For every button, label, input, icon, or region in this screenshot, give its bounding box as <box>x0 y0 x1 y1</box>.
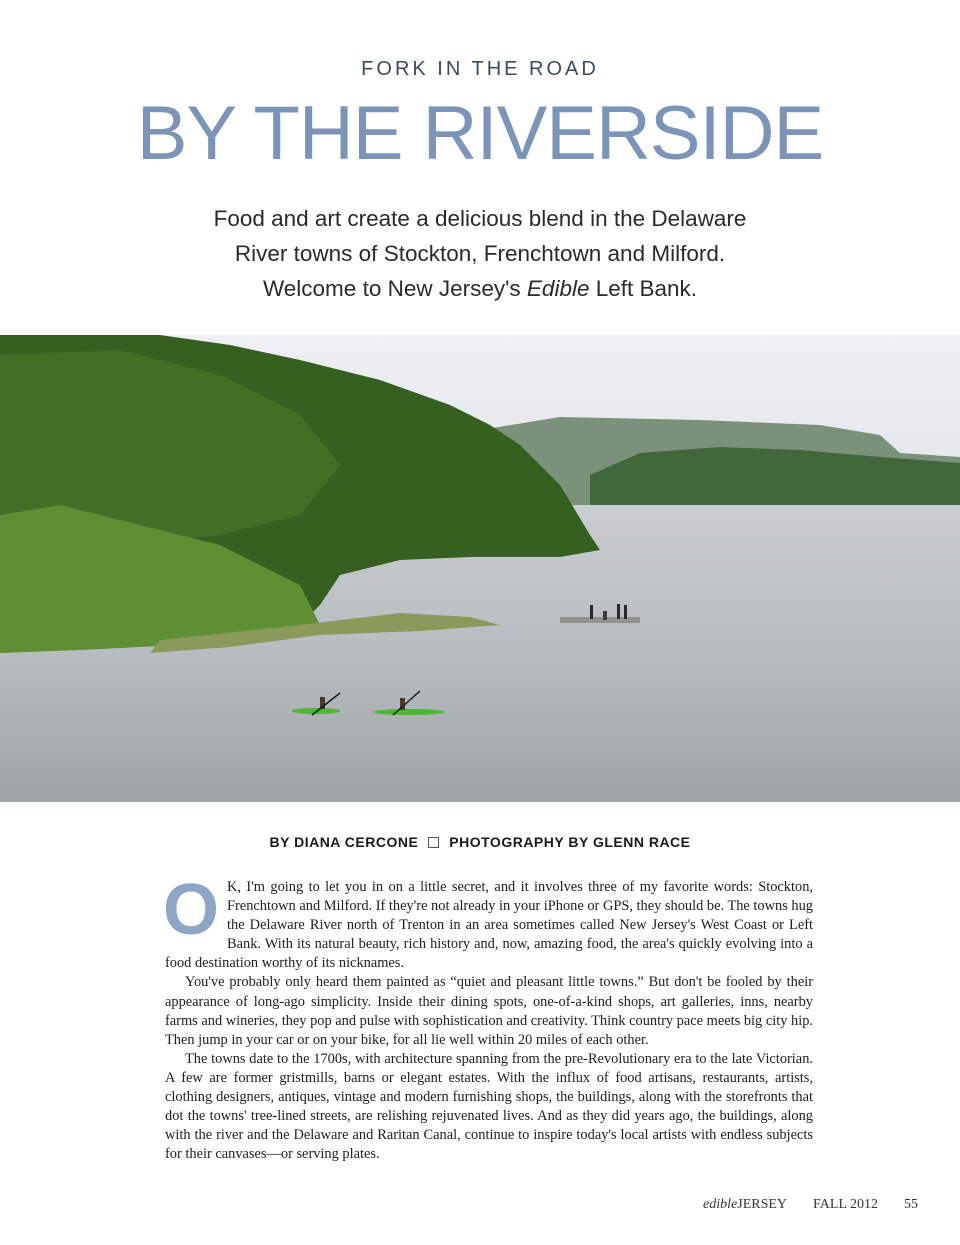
photographer-credit: PHOTOGRAPHY BY GLENN RACE <box>449 834 691 850</box>
dek-edible-em: Edible <box>526 276 590 301</box>
paragraph-1-text: K, I'm going to let you in on a little secret, and it involves three of my favorite words: Stockton, Frenchtown and Milford. If they're not already in your iPhone or GPS, they should be. The towns hug the Delaware River north of Trenton in an area sometimes called New Jersey's West Coast or Left Bank. With its natural beauty, rich history and, now, amazing food, the area's quickly evolving into a food destination worthy of its nicknames. <box>165 879 813 972</box>
footer-brand-italic: edible <box>703 1197 738 1212</box>
body-paragraph-2: You've probably only heard them painted as “quiet and pleasant little towns.” But don't be fooled by their appearance of long-ago simplicity. Inside their dining spots, one-of-a-kind shops, art galleries, inns, nearby farms and wineries, they pop and pulse with sophistication and creativity. Think country pace meets big city hip. Then jump in your car or on your bike, for all lie well within 20 miles of each other. <box>165 974 813 1048</box>
dek-line-1: Food and art create a delicious blend in the Delaware <box>213 206 747 231</box>
dek-line-3-post: Left Bank. <box>589 276 698 301</box>
page-number: 55 <box>904 1197 918 1212</box>
footer-issue: FALL 2012 <box>813 1197 878 1212</box>
river-photo <box>0 335 960 802</box>
footer-brand: JERSEY <box>737 1197 788 1212</box>
dek-line-3 <box>120 271 840 306</box>
author-credit: BY DIANA CERCONE <box>269 834 419 850</box>
article-headline: BY THE RIVERSIDE <box>136 91 824 176</box>
body-paragraph-1 <box>163 870 813 973</box>
dek-line-2: River towns of Stockton, Frenchtown and Milford. <box>234 241 726 266</box>
page-footer <box>703 1197 918 1213</box>
dek-line-3-pre: Welcome to New Jersey's <box>262 276 527 301</box>
body-paragraph-3: The towns date to the 1700s, with architecture spanning from the pre-Revolutionary era to the late Victorian. A few are former gristmills, barns or elegant estates. With the influx of food artisans, restaurants, artists, clothing designers, antiques, vintage and modern furnishing shops, the buildings, along with the storefronts that dot the towns' tree-lined streets, are relishing rejuvenated lives. And as they did years ago, the buildings, along with the river and the Delaware and Raritan Canal, continue to inspire today's local artists with endless subjects for their canvases—or serving plates. <box>165 1050 813 1163</box>
drop-cap: O <box>163 870 220 950</box>
article-body <box>163 870 813 1164</box>
article-byline <box>0 834 960 850</box>
byline-separator-icon <box>428 837 439 848</box>
gravel-bar <box>560 617 640 623</box>
section-kicker: FORK IN THE ROAD <box>361 58 599 80</box>
article-dek <box>120 201 840 306</box>
